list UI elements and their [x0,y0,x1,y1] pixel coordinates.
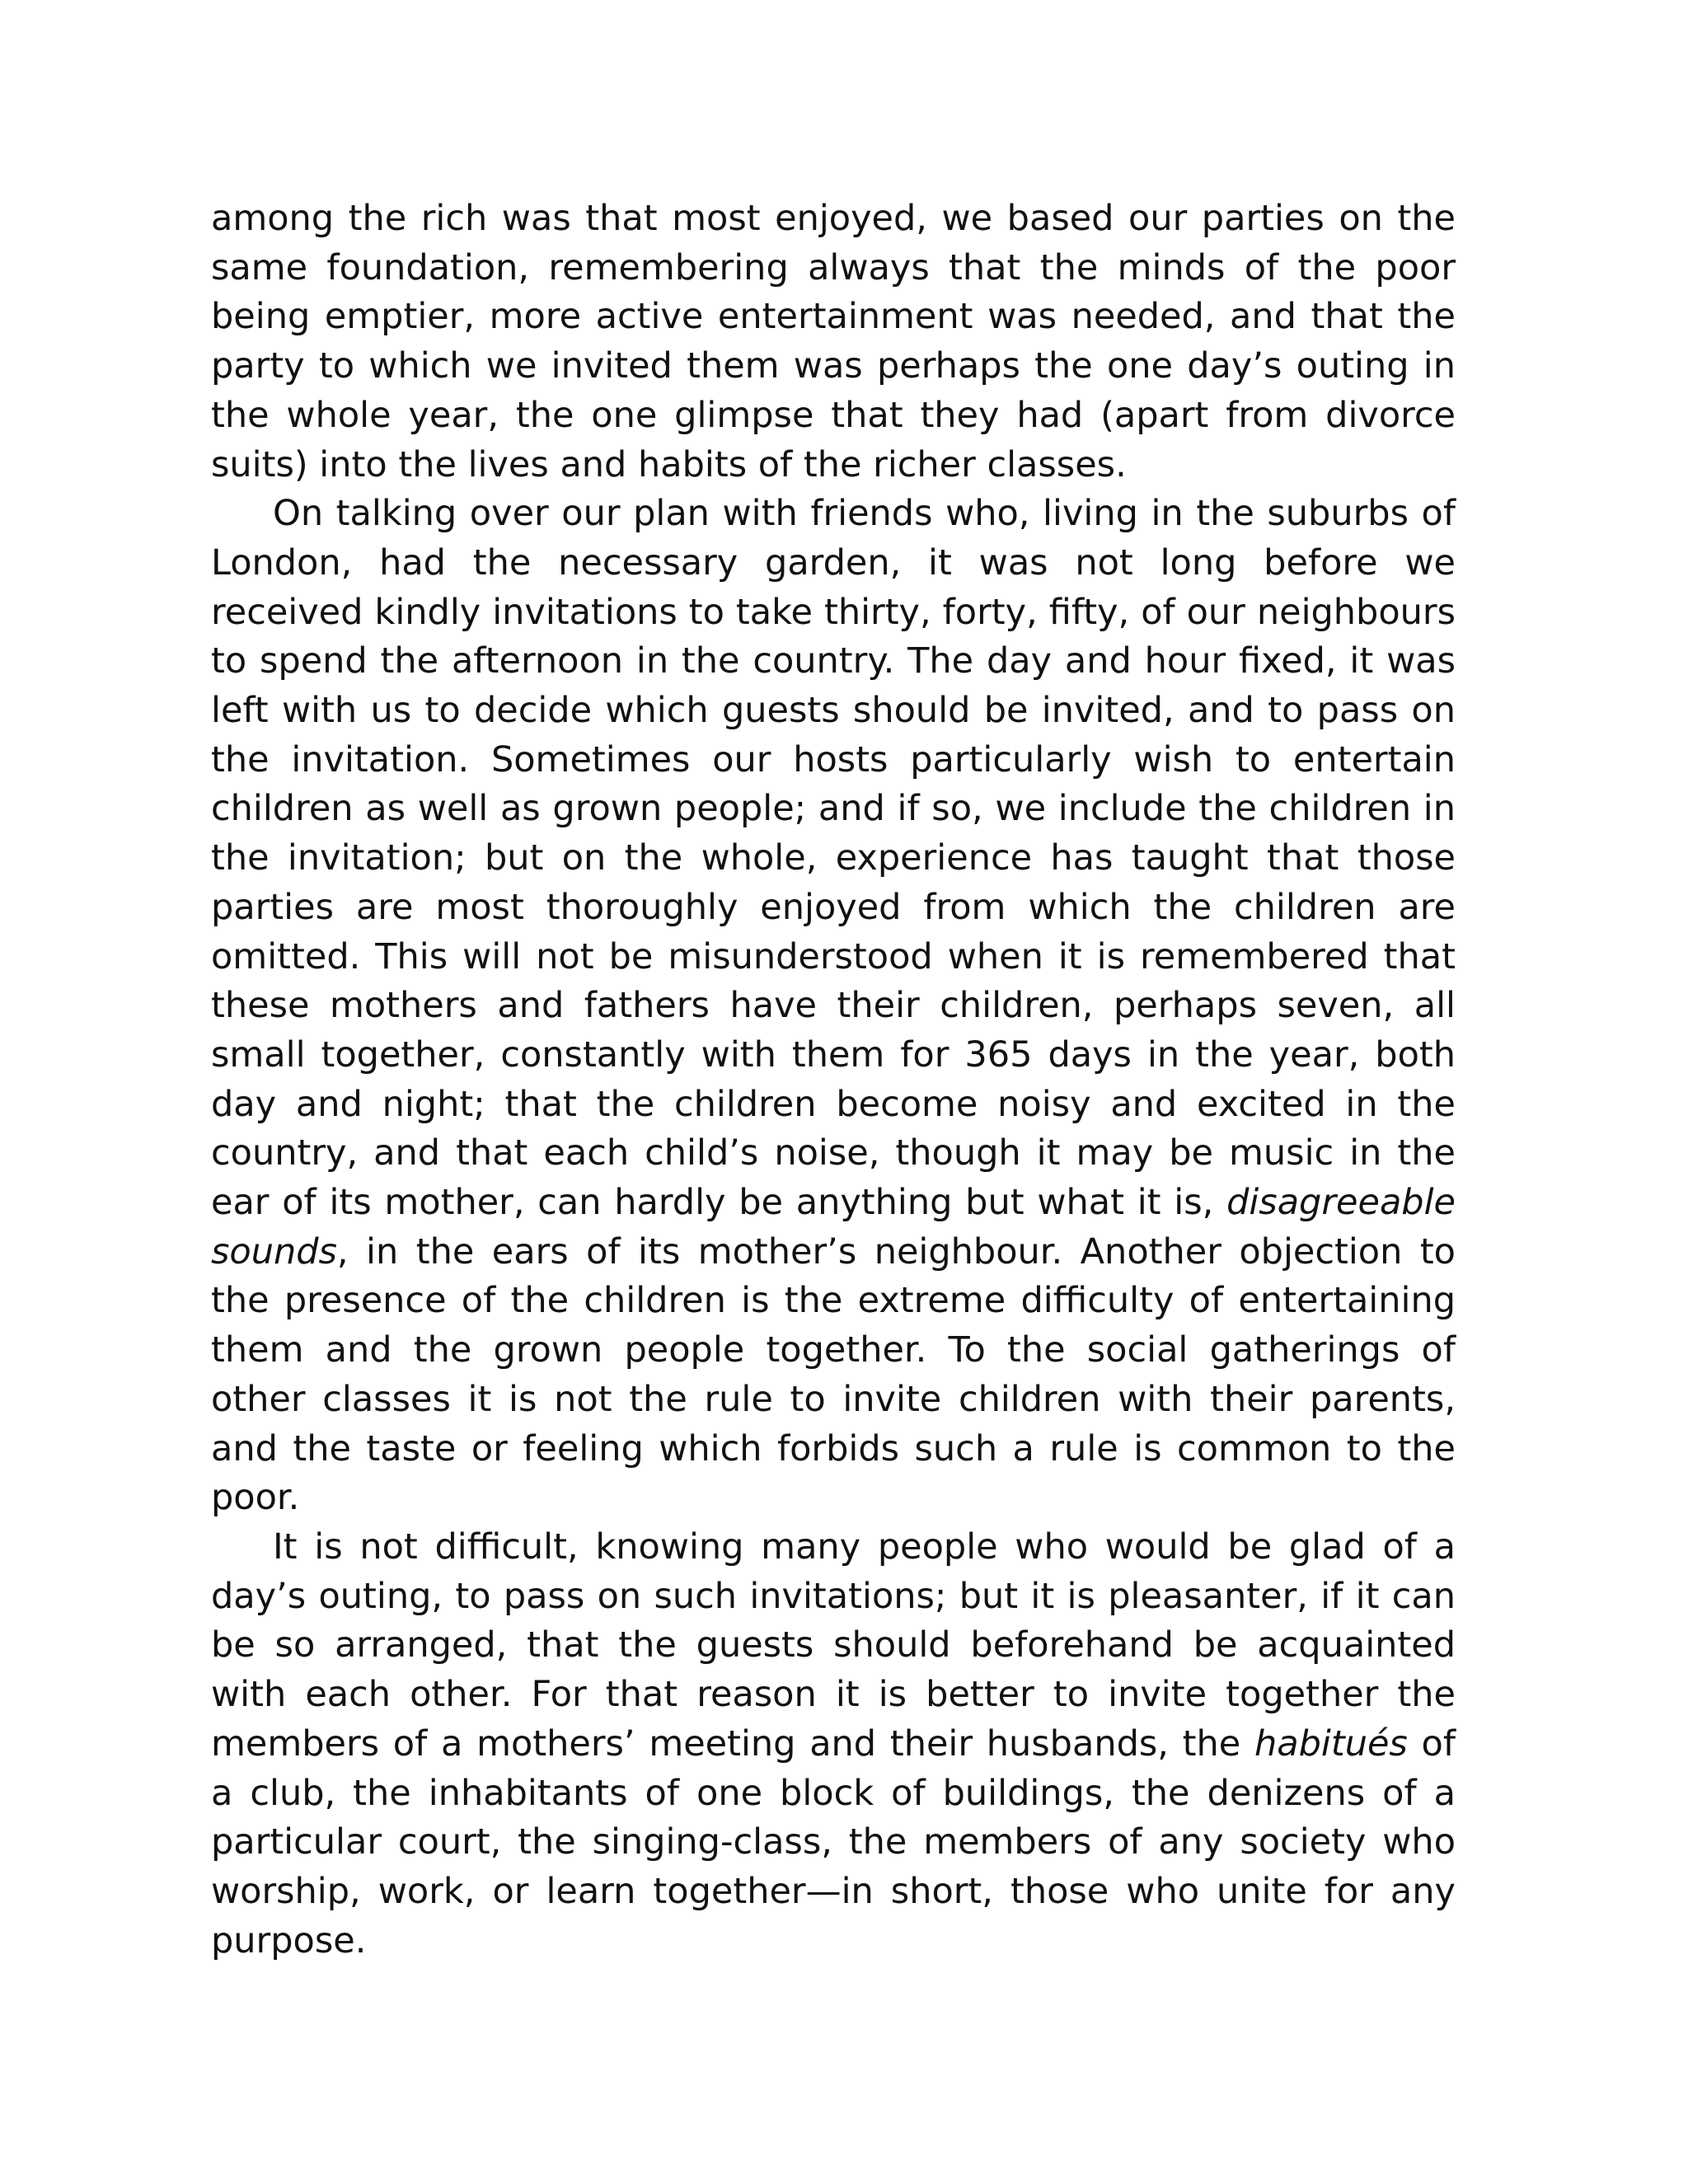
italic-word-habitues: habitués [1254,1722,1408,1765]
paragraph-3 [211,1523,1456,1966]
paragraph-3-text-b: of a club, the inhabitants of one block of buildings, the denizens of a particular court, the singing-class, the members of any society who worship, work, or learn together—in short, those who unite for any purpose. [211,1722,1456,1961]
paragraph-2-text-b: , in the ears of its mother’s neighbour. Another objection to the presence of the children is the extreme difficulty of entertaining them and the grown people together. To the social gatherings of other classes it is not the rule to invite children with their parents, and the taste or feeling which forbids such a rule is common to the poor. [211,1230,1456,1519]
paragraph-2-text-a: On talking over our plan with friends who, living in the suburbs of London, had the necessary garden, it was not long before we received kindly invitations to take thirty, forty, fifty, of our neighbours to spend the afternoon in the country. The day and hour fixed, it was left with us to decide which guests should be invited, and to pass on the invitation. Sometimes our hosts particularly wish to entertain children as well as grown people; and if so, we include the children in the invitation; but on the whole, experience has taught that those parties are most thoroughly enjoyed from which the children are omitted. This will not be misunderstood when it is remembered that these mothers and fathers have their children, perhaps seven, all small together, constantly with them for 365 days in the year, both day and night; that the children become noisy and excited in the country, and that each child’s noise, though it may be music in the ear of its mother, can hardly be anything but what it is, [211,493,1456,1224]
body-text [211,194,1456,1966]
paragraph-3-text-a: It is not difficult, knowing many people who would be glad of a day’s outing, to pass on such invitations; but it is pleasanter, if it can be so arranged, that the guests should beforehand be acquainted with each other. For that reason it is better to invite together the members of a mothers’ meeting and their husbands, the [211,1526,1456,1765]
paragraph-1 [211,194,1456,490]
italic-phrase-disagreeable-sounds: disagreeable sounds [211,1182,1456,1272]
paragraph-2 [211,490,1456,1523]
paragraph-1-text: among the rich was that most enjoyed, we based our parties on the same foundation, remembering always that the minds of the poor being emptier, more active entertainment was needed, and that the party to which we invited them was perhaps the one day’s outing in the whole year, the one glimpse that they had (apart from divorce suits) into the lives and habits of the richer classes. [211,198,1456,485]
